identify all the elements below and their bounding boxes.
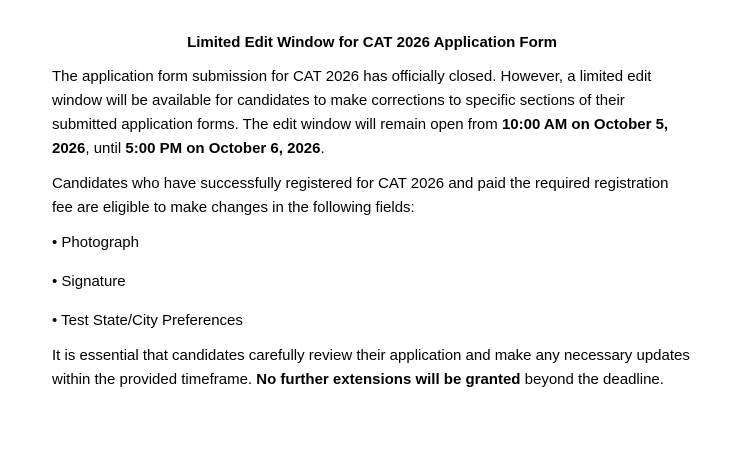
document-title: Limited Edit Window for CAT 2026 Application Form [187,34,557,51]
no-extensions-notice: No further extensions will be granted [256,371,521,388]
paragraph-deadline-notice [52,344,692,392]
start-datetime: 10:00 AM on October 5, 2026 [52,116,669,157]
paragraph-edit-window [52,65,692,161]
bullet-photograph: • Photograph [52,234,139,251]
end-datetime: 5:00 PM on October 6, 2026 [125,140,321,157]
bullet-signature: • Signature [52,273,126,290]
paragraph-text: beyond the deadline. [520,371,664,388]
paragraph-text: It is essential that candidates carefully review their application and make any necessary updates within the provided timeframe. [52,347,690,388]
document [52,33,692,403]
paragraph-text: . [320,140,325,157]
paragraph-text: The application form submission for CAT 2026 has officially closed. However, a limited edit window will be available for candidates to make corrections to specific sections of their submitted application forms. The edit window will remain open from [52,68,652,133]
paragraph-eligibility: Candidates who have successfully registered for CAT 2026 and paid the required registration fee are eligible to make changes in the following fields: [52,175,669,216]
bullet-test-preferences: • Test State/City Preferences [52,312,243,329]
paragraph-text: , until [85,140,126,157]
